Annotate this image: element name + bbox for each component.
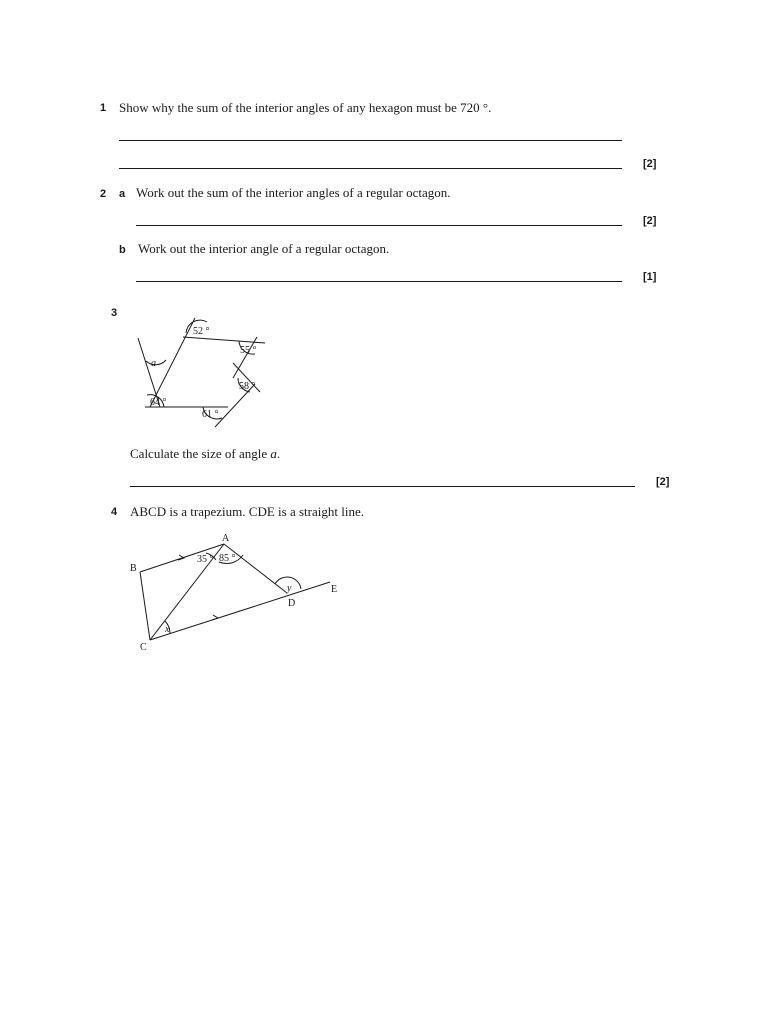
question-2b-marks: [1]: [643, 271, 657, 283]
question-3-prompt-var: a: [270, 446, 277, 461]
line-CDE: [150, 582, 330, 640]
question-1-number: 1: [100, 102, 107, 114]
question-3-prompt-text: Calculate the size of angle: [130, 446, 271, 461]
angle-label-35: 35 °: [197, 554, 214, 565]
trapezium-edge-AD: [224, 544, 287, 593]
angle-label-y: y: [287, 583, 292, 594]
question-2b-label: b: [119, 244, 126, 256]
point-label-B: B: [130, 563, 137, 574]
angle-label-61: 61 °: [202, 409, 219, 420]
angle-label-85: 85 °: [219, 553, 236, 564]
point-label-E: E: [331, 584, 338, 595]
point-label-A: A: [222, 533, 230, 544]
question-2a-label: a: [119, 188, 126, 200]
angle-label-x: x: [165, 624, 170, 635]
question-4-number: 4: [111, 506, 118, 518]
parallel-arrow-CD: [212, 615, 218, 620]
question-2b-text: Work out the interior angle of a regular octagon.: [138, 241, 390, 256]
trapezium-edge-BC: [140, 572, 150, 640]
question-3-number: 3: [111, 307, 118, 319]
angle-label-64: 64 °: [150, 397, 167, 408]
angle-label-52: 52 °: [193, 326, 210, 337]
question-4-text: ABCD is a trapezium. CDE is a straight line.: [130, 504, 364, 519]
angle-label-a: a: [151, 358, 156, 369]
angle-label-58: 58 °: [239, 381, 256, 392]
parallel-arrow-BA: [178, 555, 184, 560]
question-2a-marks: [2]: [643, 215, 657, 227]
point-label-C: C: [140, 642, 147, 653]
question-1-text: Show why the sum of the interior angles of any hexagon must be 720 °.: [119, 100, 492, 115]
question-3-prompt-end: .: [276, 446, 281, 461]
question-1-marks: [2]: [643, 158, 657, 170]
angle-label-55: 55 °: [240, 345, 257, 356]
question-2-number: 2: [100, 188, 107, 200]
question-2a-text: Work out the sum of the interior angles of a regular octagon.: [136, 185, 451, 200]
question-3-marks: [2]: [656, 476, 670, 488]
point-label-D: D: [288, 598, 296, 609]
